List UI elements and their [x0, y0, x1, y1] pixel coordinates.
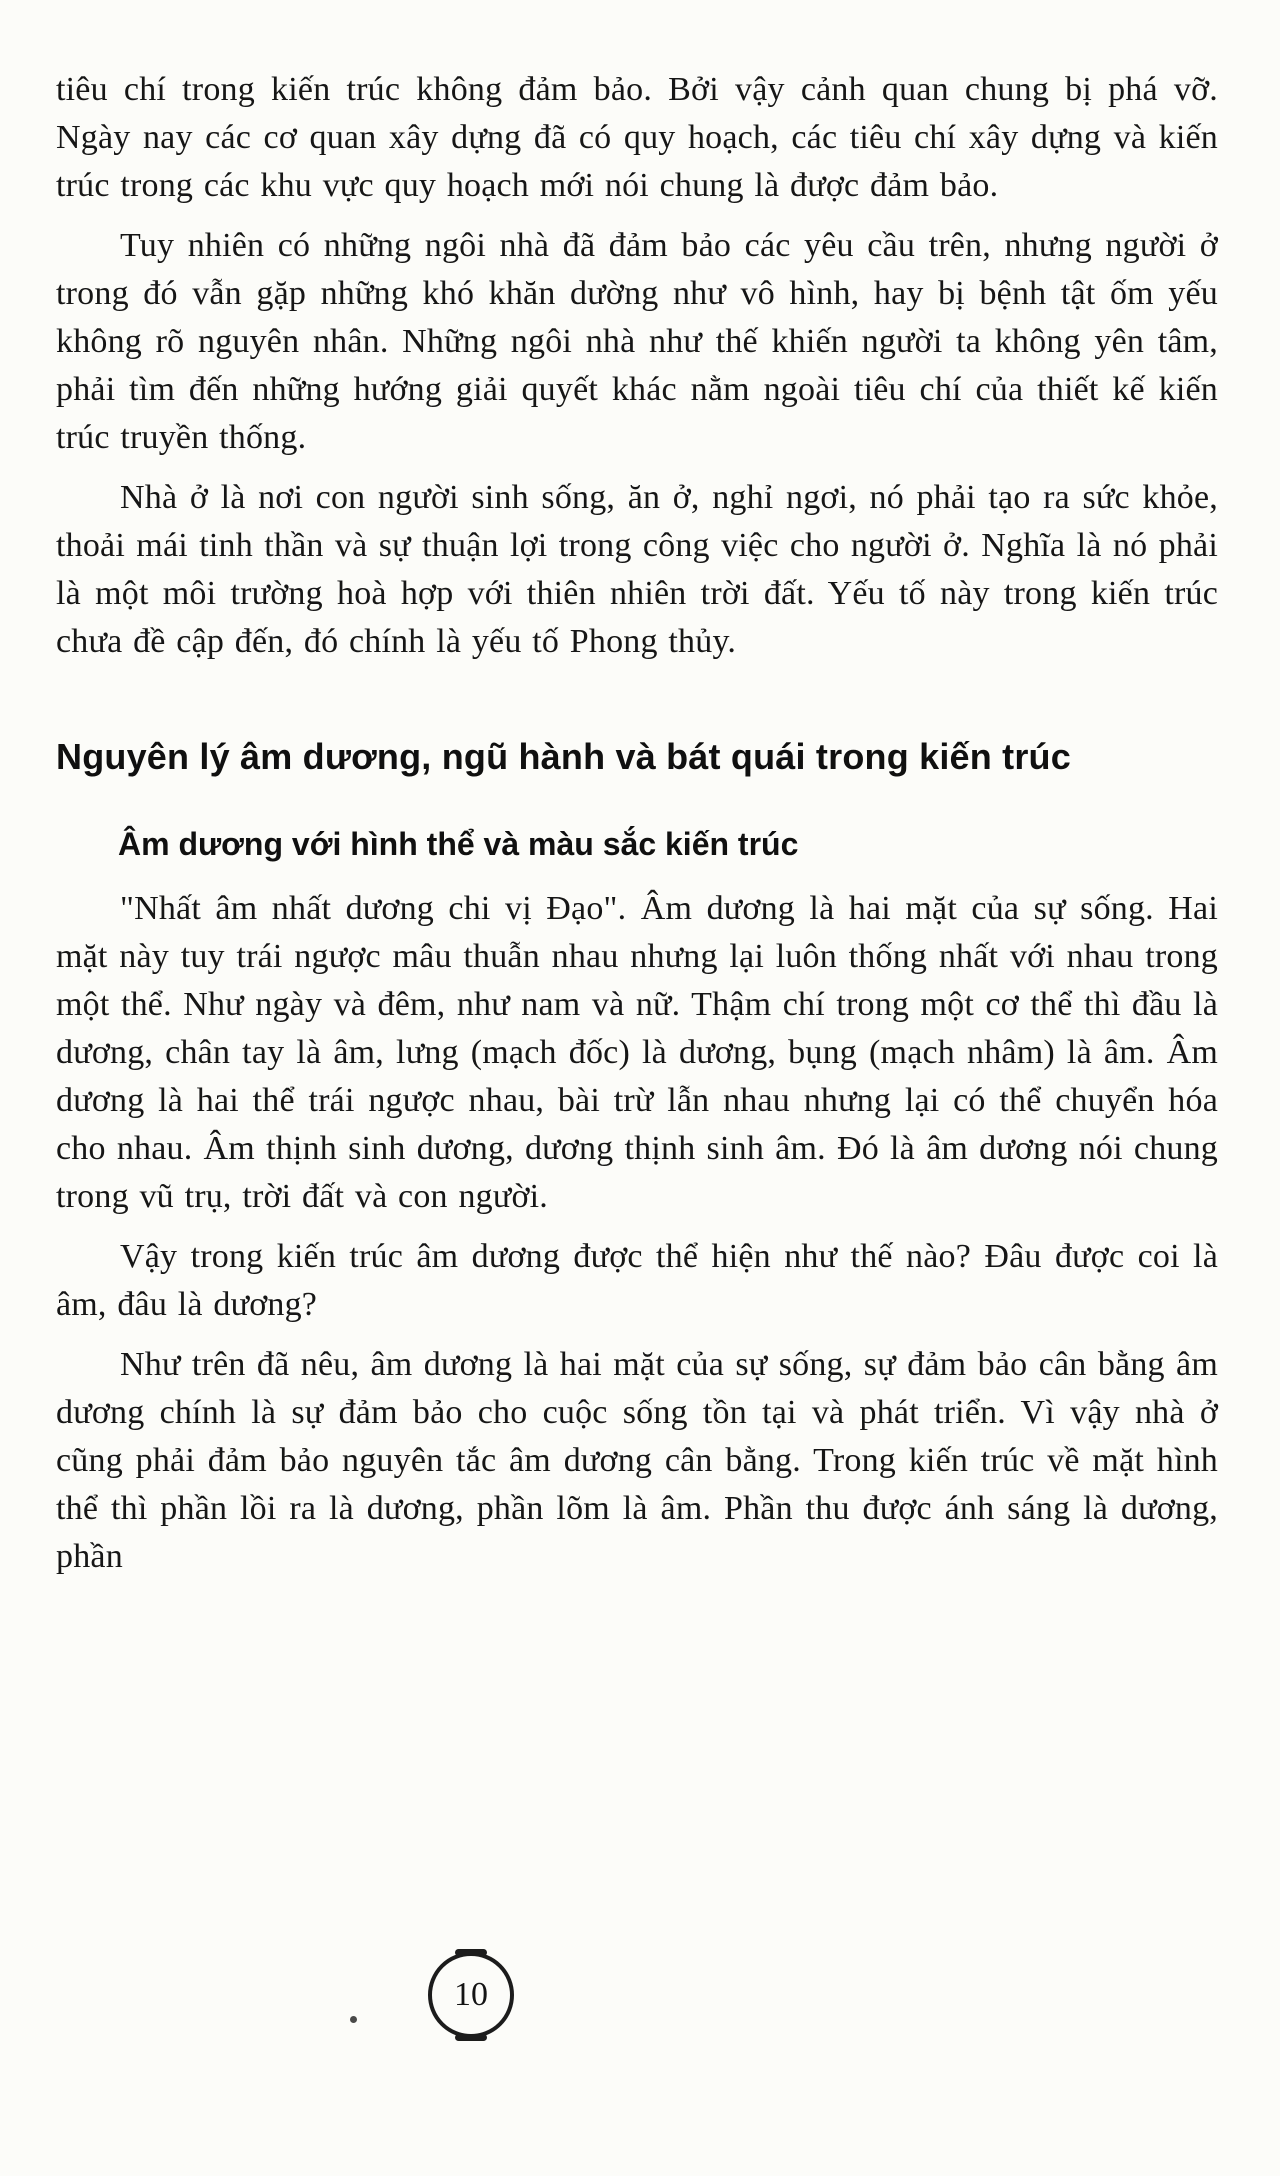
paragraph-continued: tiêu chí trong kiến trúc không đảm bảo. Bởi vậy cảnh quan chung bị phá vỡ. Ngày nay các cơ quan xây dựng đã có quy hoạch, các tiêu chí xây dựng và kiến trúc trong các khu vực quy hoạch mới nói chung là được đảm bảo. [56, 71, 1218, 204]
scan-artifact-dot [350, 2016, 357, 2023]
paragraph: Tuy nhiên có những ngôi nhà đã đảm bảo các yêu cầu trên, nhưng người ở trong đó vẫn gặp những khó khăn dường như vô hình, hay bị bệnh tật ốm yếu không rõ nguyên nhân. Những ngôi nhà như thế khiến người ta không yên tâm, phải tìm đến những hướng giải quyết khác nằm ngoài tiêu chí của thiết kế kiến trúc truyền thống. [56, 227, 1218, 456]
paragraph: Như trên đã nêu, âm dương là hai mặt của sự sống, sự đảm bảo cân bằng âm dương chính là sự đảm bảo cho cuộc sống tồn tại và phát triển. Vì vậy nhà ở cũng phải đảm bảo nguyên tắc âm dương cân bằng. Trong kiến trúc về mặt hình thể thì phần lồi ra là dương, phần lõm là âm. Phần thu được ánh sáng là dương, phần [56, 1346, 1218, 1575]
sub-heading: Âm dương với hình thể và màu sắc kiến trúc [118, 826, 799, 862]
paragraph: "Nhất âm nhất dương chi vị Đạo". Âm dương là hai mặt của sự sống. Hai mặt này tuy trái ngược mâu thuẫn nhau nhưng lại luôn thống nhất với nhau trong một thể. Như ngày và đêm, như nam và nữ. Thậm chí trong một cơ thể thì đầu là dương, chân tay là âm, lưng (mạch đốc) là dương, bụng (mạch nhâm) là âm. Âm dương là hai thể trái ngược nhau, bài trừ lẫn nhau nhưng lại có thể chuyển hóa cho nhau. Âm thịnh sinh dương, dương thịnh sinh âm. Đó là âm dương nói chung trong vũ trụ, trời đất và con người. [56, 890, 1218, 1215]
paragraph: Nhà ở là nơi con người sinh sống, ăn ở, nghỉ ngơi, nó phải tạo ra sức khỏe, thoải mái tinh thần và sự thuận lợi trong công việc cho người ở. Nghĩa là nó phải là một môi trường hoà hợp với thiên nhiên trời đất. Yếu tố này trong kiến trúc chưa đề cập đến, đó chính là yếu tố Phong thủy. [56, 479, 1218, 660]
page-number: 10 [454, 1976, 488, 2013]
paragraph: Vậy trong kiến trúc âm dương được thể hiện như thế nào? Đâu được coi là âm, đâu là dương? [56, 1238, 1218, 1323]
section-heading: Nguyên lý âm dương, ngũ hành và bát quái trong kiến trúc [56, 736, 1071, 777]
page-number-badge [428, 1952, 514, 2038]
